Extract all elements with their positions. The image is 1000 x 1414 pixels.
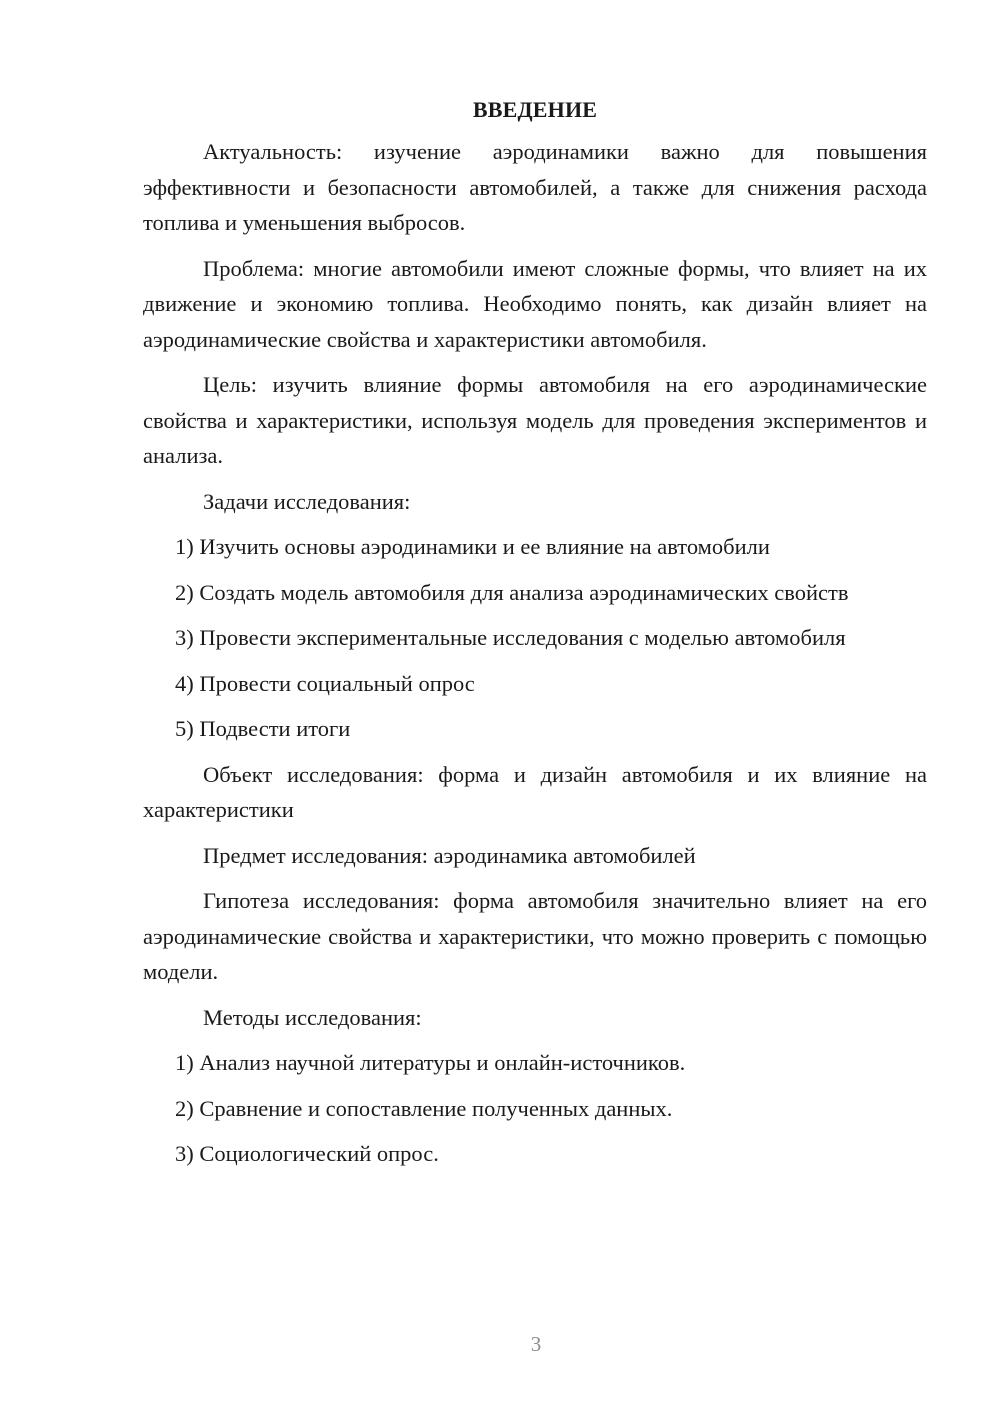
- section-title: ВВЕДЕНИЕ: [472, 97, 598, 122]
- methods-list: [143, 1045, 927, 1172]
- page-number: 3: [530, 1332, 542, 1356]
- tasks-list: [143, 529, 927, 747]
- goal-paragraph: Цель: изучить влияние формы автомобиля на его аэродинамические свойства и характеристики, используя модель для проведения экспериментов и анализа.: [143, 372, 927, 468]
- problem-paragraph: Проблема: многие автомобили имеют сложные формы, что влияет на их движение и экономию топлива. Необходимо понять, как дизайн влияет на аэродинамические свойства и характеристики автомобиля.: [143, 255, 927, 352]
- relevance-paragraph: Актуальность: изучение аэродинамики важно для повышения эффективности и безопасности автомобилей, а также для снижения расхода топлива и уменьшения выбросов.: [143, 139, 927, 235]
- object-paragraph: Объект исследования: форма и дизайн автомобиля и их влияние на характеристики: [143, 761, 927, 822]
- task-item: 2) Создать модель автомобиля для анализа аэродинамических свойств: [175, 579, 849, 605]
- task-item: 5) Подвести итоги: [175, 716, 351, 741]
- methods-heading: Методы исследования:: [203, 1004, 422, 1030]
- task-item: 3) Провести экспериментальные исследования с моделью автомобиля: [175, 625, 846, 650]
- method-item: 3) Социологический опрос.: [175, 1141, 439, 1166]
- tasks-heading: Задачи исследования:: [203, 488, 411, 514]
- method-item: 1) Анализ научной литературы и онлайн-источников.: [175, 1050, 686, 1075]
- method-item: 2) Сравнение и сопоставление полученных данных.: [175, 1095, 673, 1121]
- document-page: [143, 92, 927, 1182]
- task-item: 4) Провести социальный опрос: [175, 670, 475, 696]
- hypothesis-paragraph: Гипотеза исследования: форма автомобиля значительно влияет на его аэродинамические свойства и характеристики, что можно проверить с помощью модели.: [143, 888, 927, 984]
- subject-paragraph: Предмет исследования: аэродинамика автомобилей: [203, 842, 696, 868]
- task-item: 1) Изучить основы аэродинамики и ее влияние на автомобили: [175, 534, 770, 559]
